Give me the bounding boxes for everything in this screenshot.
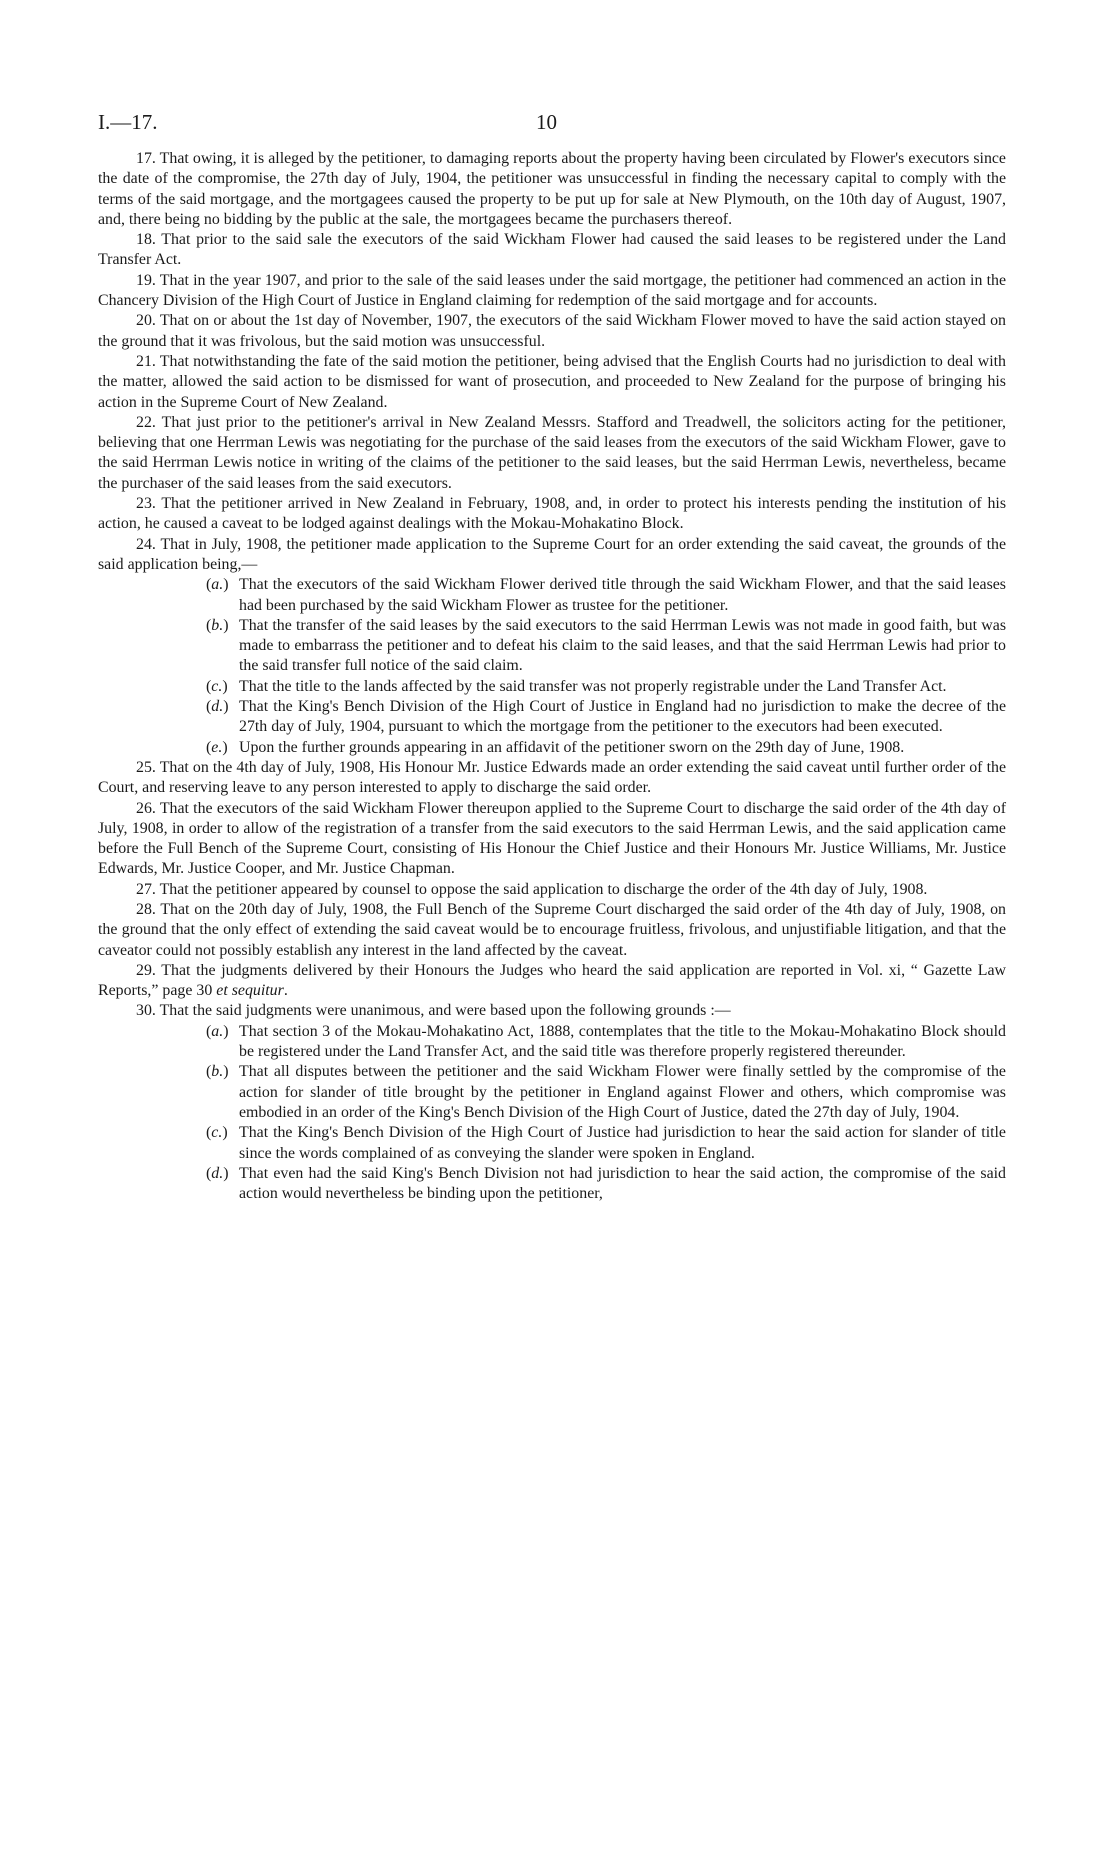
paragraph-26: 26. That the executors of the said Wickham Flower thereupon applied to the Supreme Court to discharge the said order of the 4th day of July, 1908, in order to allow of the registration of a transfer from the said executors to the said Herrman Lewis, and the said application came before the Full Bench of the Supreme Court, consisting of His Honour the Chief Justice and their Honours Mr. Justice Williams, Mr. Justice Edwards, Mr. Justice Cooper, and Mr. Justice Chapman. xyxy=(98,799,1006,878)
paragraph-18: 18. That prior to the said sale the executors of the said Wickham Flower had caused the said leases to be registered under the Land Transfer Act. xyxy=(98,231,1006,269)
document-reference: I.—17. xyxy=(98,110,158,134)
paragraph-30: 30. That the said judgments were unanimous, and were based upon the following grounds :— xyxy=(136,1002,731,1020)
ground-24-e: (e.) Upon the further grounds appearing in an affidavit of the petitioner sworn on the 29th day of June, 1908. xyxy=(206,738,905,756)
paragraph-28: 28. That on the 20th day of July, 1908, the Full Bench of the Supreme Court discharged the said order of the 4th day of July, 1908, on the ground that the only effect of extending the said caveat would be to encourage fruitless, frivolous, and unjustifiable litigation, and that the caveator could not possibly establish any interest in the land affected by the caveat. xyxy=(98,900,1007,959)
ground-24-a: (a.) That the executors of the said Wickham Flower derived title through the said Wickham Flower, and that the said leases had been purchased by the said Wickham Flower as trustee for the petitioner. xyxy=(206,576,1006,614)
paragraph-25: 25. That on the 4th day of July, 1908, His Honour Mr. Justice Edwards made an order extending the said caveat until further order of the Court, and reserving leave to any person interested to apply to discharge the said order. xyxy=(98,758,1006,797)
paragraph-21: 21. That notwithstanding the fate of the said motion the petitioner, being advised that the English Courts had no jurisdiction to deal with the matter, allowed the said action to be dismissed for want of prosecution, and proceeded to New Zealand for the purpose of bringing his action in the Supreme Court of New Zealand. xyxy=(98,352,1006,411)
page-number: 10 xyxy=(536,110,557,134)
ground-30-d: (d.) That even had the said King's Bench Division not had jurisdiction to hear the said action, the compromise of the said action would nevertheless be binding upon the petitioner, xyxy=(206,1164,1006,1203)
paragraph-27: 27. That the petitioner appeared by counsel to oppose the said application to discharge the order of the 4th day of July, 1908. xyxy=(136,880,928,898)
paragraph-24: 24. That in July, 1908, the petitioner made application to the Supreme Court for an order extending the said caveat, the grounds of the said application being,— xyxy=(98,535,1007,573)
ground-24-d: (d.) That the King's Bench Division of the High Court of Justice in England had no jurisdiction to make the decree of the 27th day of July, 1904, pursuant to which the mortgage from the petitioner to the executors had been executed. xyxy=(206,698,1006,736)
paragraph-29: 29. That the judgments delivered by their Honours the Judges who heard the said application are reported in Vol. xi, “ Gazette Law Reports,” page 30 et sequitur. xyxy=(98,961,1006,1000)
ground-24-c: (c.) That the title to the lands affected by the said transfer was not properly registrable under the Land Transfer Act. xyxy=(206,677,947,695)
paragraph-19: 19. That in the year 1907, and prior to the sale of the said leases under the said mortgage, the petitioner had commenced an action in the Chancery Division of the High Court of Justice in England claiming for redemption of the said mortgage and for accounts. xyxy=(98,271,1006,310)
paragraph-23: 23. That the petitioner arrived in New Zealand in February, 1908, and, in order to protect his interests pending the institution of his action, he caused a caveat to be lodged against dealings with the Mokau-Mohakatino Block. xyxy=(98,495,1006,533)
ground-30-c: (c.) That the King's Bench Division of the High Court of Justice had jurisdiction to hear the said action for slander of title since the words complained of as conveying the slander were spoken in England. xyxy=(206,1124,1006,1162)
ground-24-b: (b.) That the transfer of the said leases by the said executors to the said Herrman Lewis was not made in good faith, but was made to embarrass the petitioner and to defeat his claim to the said leases, and that the said Herrman Lewis had prior to the said transfer full notice of the said claim. xyxy=(206,616,1006,675)
ground-30-b: (b.) That all disputes between the petitioner and the said Wickham Flower were finally settled by the compromise of the action for slander of title brought by the petitioner in England against Flower and others, which compromise was embodied in an order of the King's Bench Division of the High Court of Justice, dated the 27th day of July, 1904. xyxy=(206,1063,1006,1121)
paragraph-22: 22. That just prior to the petitioner's arrival in New Zealand Messrs. Stafford and Treadwell, the solicitors acting for the petitioner, believing that one Herrman Lewis was negotiating for the purchase of the said leases from the executors of the said Wickham Flower, gave to the said Herrman Lewis notice in writing of the claims of the petitioner to the said leases, but the said Herrman Lewis, nevertheless, became the purchaser of the said leases from the said executors. xyxy=(98,413,1007,492)
paragraph-17: 17. That owing, it is alleged by the petitioner, to damaging reports about the property having been circulated by Flower's executors since the date of the compromise, the 27th day of July, 1904, the petitioner was unsuccessful in finding the necessary capital to comply with the terms of the said mortgage, and the mortgagees caused the property to be put up for sale at New Plymouth, on the 10th day of August, 1907, and, there being no bidding by the public at the sale, the mortgagees became the purchasers thereof. xyxy=(98,150,1006,228)
paragraph-20: 20. That on or about the 1st day of November, 1907, the executors of the said Wickham Flower moved to have the said action stayed on the ground that it was frivolous, but the said motion was unsuccessful. xyxy=(98,312,1006,350)
page-header xyxy=(98,110,1006,134)
document-body xyxy=(98,149,1006,1204)
ground-30-a: (a.) That section 3 of the Mokau-Mohakatino Act, 1888, contemplates that the title to the Mokau-Mohakatino Block should be registered under the Land Transfer Act, and the said title was therefore properly registered thereunder. xyxy=(206,1022,1006,1061)
